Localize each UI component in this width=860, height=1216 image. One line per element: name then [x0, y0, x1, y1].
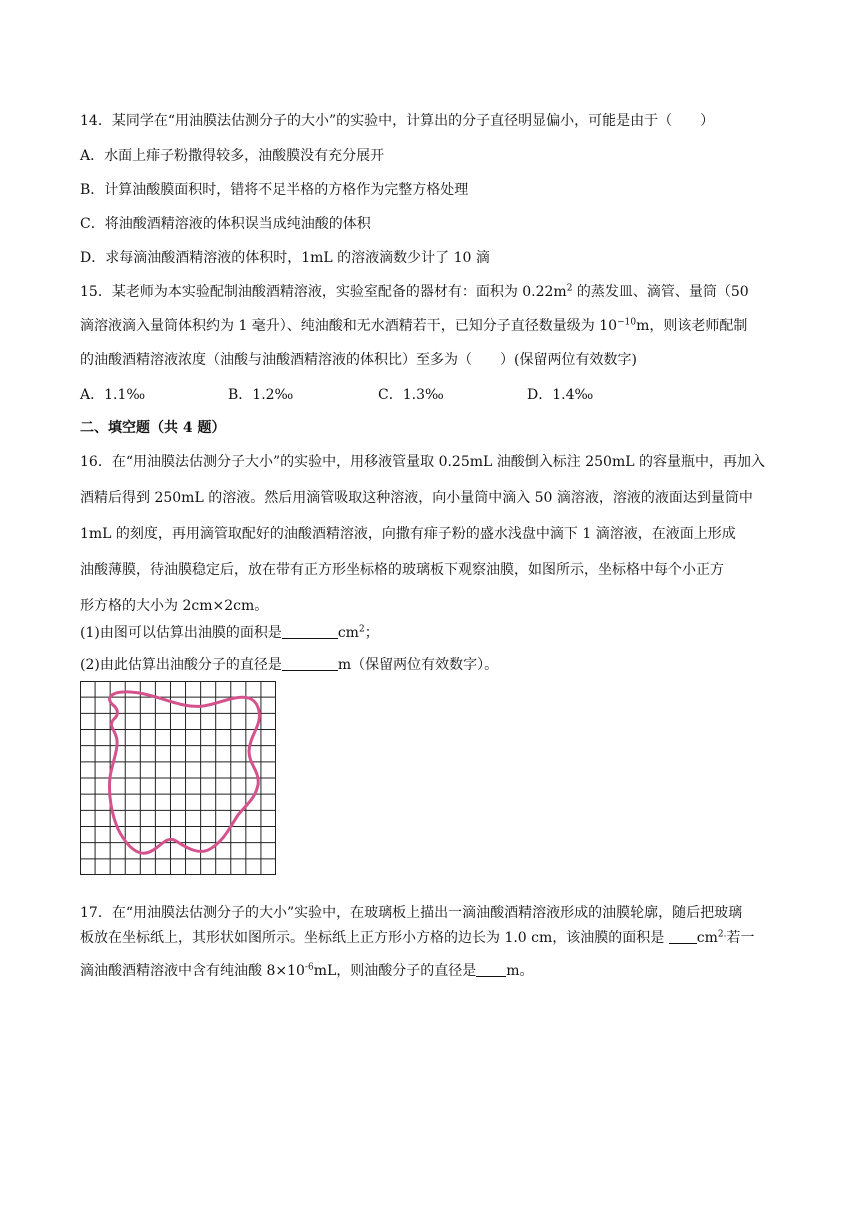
q15-line-2: 滴溶液滴入量筒体积约为 1 毫升）、纯油酸和无水酒精若干，已知分子直径数量级为 $10^{-10}m$，则该老师配制	[80, 317, 748, 334]
q14-option-a: A．水面上痱子粉撒得较多，油酸膜没有充分展开	[80, 148, 385, 164]
q14-option-b: B．计算油酸膜面积时，错将不足半格的方格作为完整方格处理	[80, 182, 469, 198]
q15-line-1: 15．某老师为本实验配制油酸酒精溶液，实验室配备的器材有：面积为 $0.22m^2$ 的蒸发皿、滴管、量筒（50	[80, 283, 749, 300]
answer-blank	[282, 624, 338, 639]
answer-blank	[476, 962, 506, 977]
q15-option-c: C．1.3‰	[378, 387, 444, 403]
q17-line-2: 板放在坐标纸上，其形状如图所示。坐标纸上正方形小方格的边长为 1.0 cm，该油膜的面积是 $cm^{2.}$若一	[80, 929, 755, 946]
q15-option-a: A．1.1‰	[80, 387, 146, 403]
answer-blank	[282, 656, 338, 671]
q16-sub-1: (1)由图可以估算出油膜的面积是 $cm^2$；	[80, 624, 379, 641]
answer-blank	[669, 929, 697, 944]
q16-line-4: 油酸薄膜，待油膜稳定后，放在带有正方形坐标格的玻璃板下观察油膜，如图所示，坐标格中每个小正方	[80, 562, 724, 578]
q16-line-2: 酒精后得到 250mL 的溶液。然后用滴管吸取这种溶液，向小量筒中滴入 50 滴溶液，溶液的液面达到量筒中	[80, 490, 753, 506]
q15-option-d: D．1.4‰	[527, 387, 594, 403]
q16-line-1: 16．在“用油膜法估测分子大小”的实验中，用移液管量取 0.25mL 油酸倒入标注 250mL 的容量瓶中，再加入	[80, 454, 765, 470]
q14-option-d: D．求每滴油酸酒精溶液的体积时，1mL 的溶液滴数少计了 10 滴	[80, 250, 490, 266]
section-heading: 二、填空题（共 4 题）	[80, 420, 226, 436]
q15-line-3: 的油酸酒精溶液浓度（油酸与油酸酒精溶液的体积比）至多为（ ）(保留两位有效数字)	[80, 352, 637, 368]
q17-line-3: 滴油酸酒精溶液中含有纯油酸 $8\times 10^{-6}mL$，则油酸分子的直径是 m。	[80, 962, 534, 979]
q16-sub-2: (2)由此估算出油酸分子的直径是 m（保留两位有效数字）。	[80, 657, 499, 673]
q15-option-b: B．1.2‰	[228, 387, 294, 403]
q14-option-c: C．将油酸酒精溶液的体积误当成纯油酸的体积	[80, 216, 371, 232]
q17-line-1: 17．在“用油膜法估测分子的大小”实验中，在玻璃板上描出一滴油酸酒精溶液形成的油膜轮廓，随后把玻璃	[80, 905, 743, 921]
oil-film-grid-figure	[80, 681, 276, 875]
q16-line-3: 1mL 的刻度，再用滴管取配好的油酸酒精溶液，向撒有痱子粉的盛水浅盘中滴下 1 滴溶液，在液面上形成	[80, 526, 736, 542]
oil-film-outline	[109, 692, 259, 853]
q14-stem: 14．某同学在“用油膜法估测分子的大小”的实验中，计算出的分子直径明显偏小，可能是由于（ ）	[80, 113, 715, 129]
q16-line-5: 形方格的大小为 2cm×2cm。	[80, 598, 269, 614]
